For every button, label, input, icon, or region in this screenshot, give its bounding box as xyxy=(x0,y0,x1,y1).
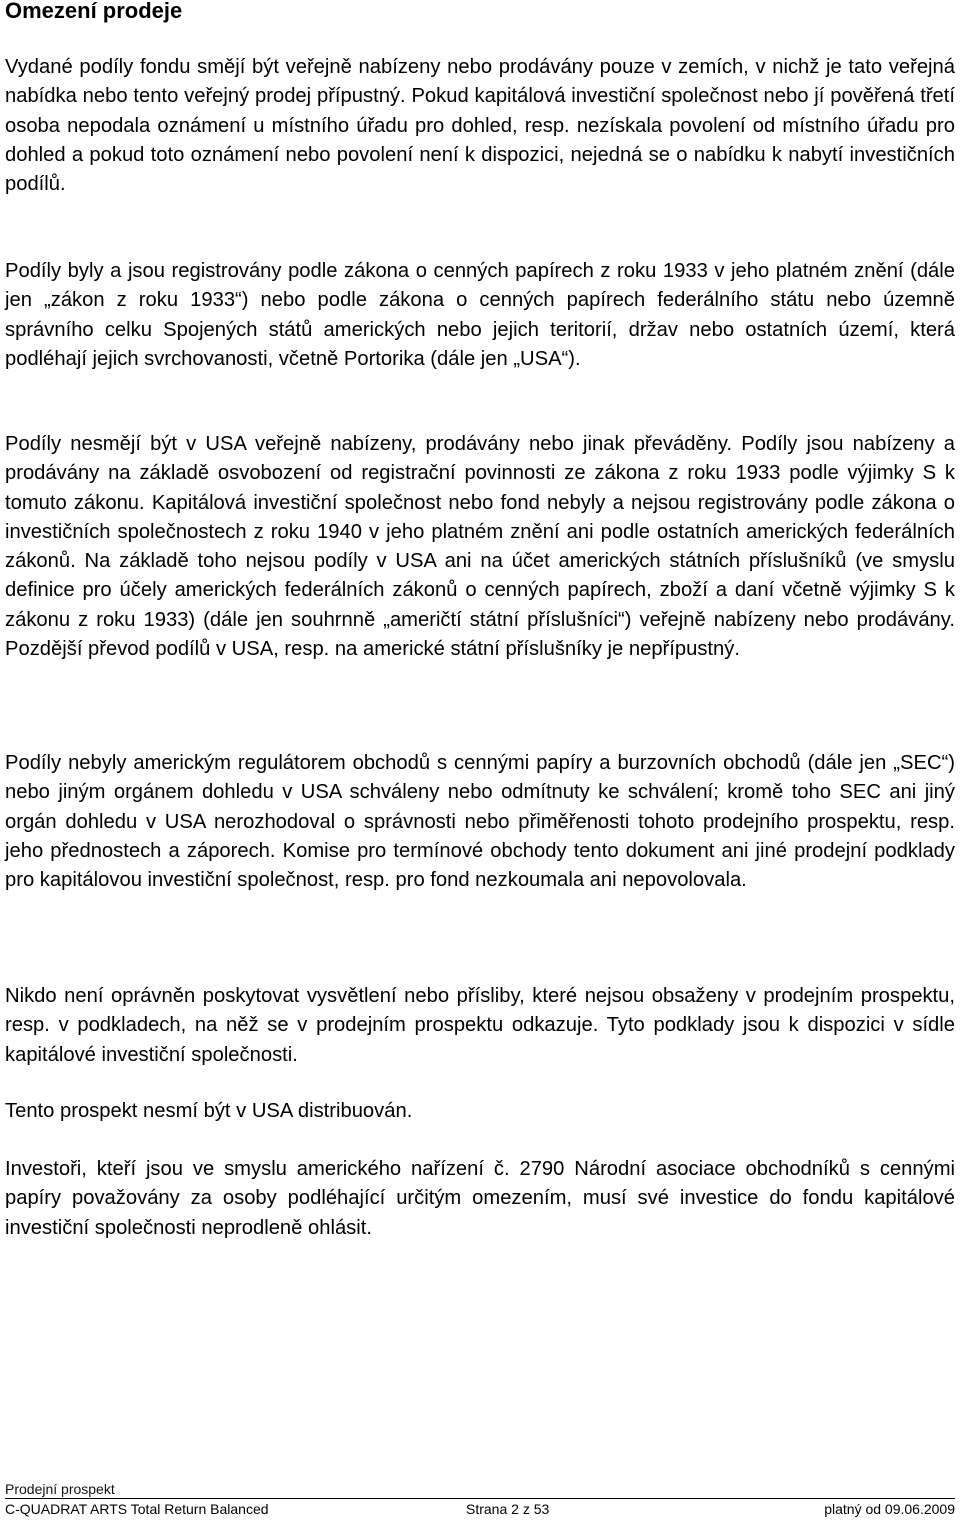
footer-page-number: Strana 2 z 53 xyxy=(466,1501,550,1517)
paragraph-sales-restriction: Vydané podíly fondu smějí být veřejně nabízeny nebo prodávány pouze v zemích, v nichž je tato veřejná nabídka nebo tento veřejný prodej přípustný. Pokud kapitálová investiční společnost nebo jí pověřená třetí osoba nepodala oznámení u místního úřadu pro dohled, resp. nezískala povolení od místního úřadu pro dohled a pokud toto oznámení nebo povolení není k dispozici, nejedná se o nabídku k nabytí investičních podílů. xyxy=(5,56,955,196)
footer-divider xyxy=(5,1498,955,1499)
footer-fund-name: C-QUADRAT ARTS Total Return Balanced xyxy=(5,1501,269,1517)
paragraph-sec-approval: Podíly nebyly americkým regulátorem obchodů s cennými papíry a burzovních obchodů (dále jen „SEC“) nebo jiným orgánem dohledu v USA schváleny nebo odmítnuty ke schválení; kromě toho SEC ani jiný orgán dohledu v USA nerozhodoval o správnosti nebo přiměřenosti tohoto prodejního prospektu, resp. jeho přednostech a záporech. Komise pro termínové obchody tento dokument ani jiné prodejní podklady pro kapitálovou investiční společnost, resp. pro fond nezkoumala ani nepovolovala. xyxy=(5,752,955,892)
paragraph-investor-notice: Investoři, kteří jsou ve smyslu amerického nařízení č. 2790 Národní asociace obchodníků s cennými papíry považovány za osoby podléhající určitým omezením, musí své investice do fondu kapitálové investiční společnosti neprodleně ohlásit. xyxy=(5,1158,955,1239)
paragraph-usa-offer-ban: Podíly nesmějí být v USA veřejně nabízeny, prodávány nebo jinak převáděny. Podíly jsou nabízeny a prodávány na základě osvobození od registrační povinnosti ze zákona z roku 1933 podle výjimky S k tomuto zákonu. Kapitálová investiční společnost nebo fond nebyly a nejsou registrovány podle zákona o investičních společnostech z roku 1940 v jeho platném znění ani podle ostatních amerických federálních zákonů. Na základě toho nejsou podíly v USA ani na účet amerických státních příslušníků (ve smyslu definice pro účely amerických federálních zákonů o cenných papírech, zboží a daní včetně výjimky S k zákonu z roku 1933) (dále jen souhrnně „američtí státní příslušníci“) veřejně nabízeny nebo prodávány. Pozdější převod podílů v USA, resp. na americké státní příslušníky je nepřípustný. xyxy=(5,433,955,661)
footer-label: Prodejní prospekt xyxy=(5,1481,115,1497)
footer-valid-date: platný od 09.06.2009 xyxy=(824,1501,955,1517)
paragraph-registration: Podíly byly a jsou registrovány podle zákona o cenných papírech z roku 1933 v jeho platném znění (dále jen „zákon z roku 1933“) nebo podle zákona o cenných papírech federálního státu nebo územně správního celku Spojených států amerických nebo jejich teritorií, držav nebo ostatních území, která podléhají jejich svrchovanosti, včetně Portorika (dále jen „USA“). xyxy=(5,260,955,370)
paragraph-distribution-ban: Tento prospekt nesmí být v USA distribuován. xyxy=(5,1100,413,1122)
paragraph-no-authorization: Nikdo není oprávněn poskytovat vysvětlení nebo přísliby, které nejsou obsaženy v prodejním prospektu, resp. v podkladech, na něž se v prodejním prospektu odkazuje. Tyto podklady jsou k dispozici v sídle kapitálové investiční společnosti. xyxy=(5,985,955,1066)
section-heading: Omezení prodeje xyxy=(5,0,183,23)
page-footer xyxy=(5,1500,955,1518)
